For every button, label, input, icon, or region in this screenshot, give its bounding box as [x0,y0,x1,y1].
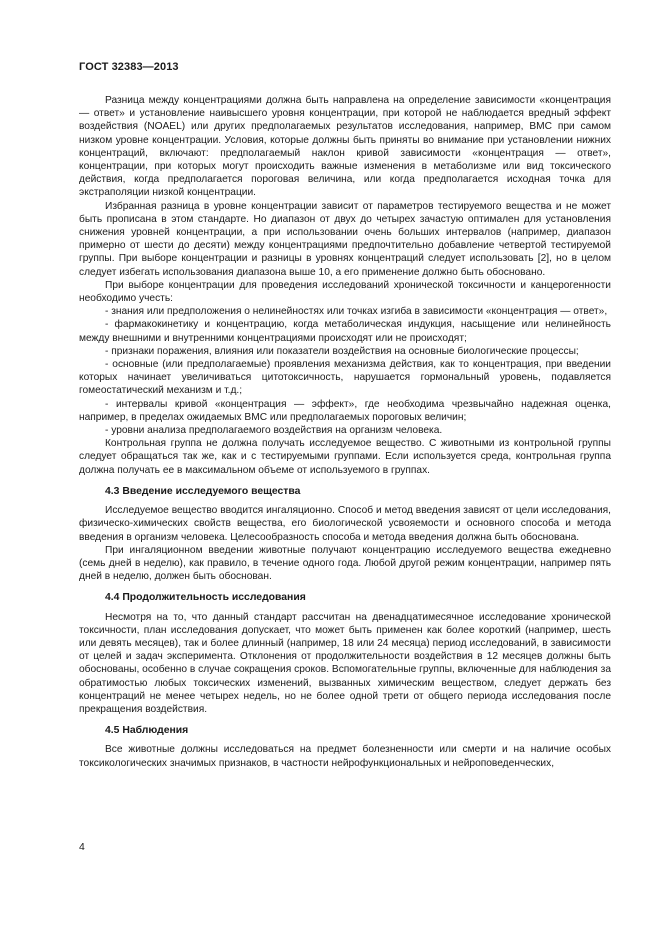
list-item: - знания или предположения о нелинейностях или точках изгиба в зависимости «концентрация — ответ», [105,306,608,318]
document-body [79,94,611,770]
list-item: - фармакокинетику и концентрацию, когда метаболическая индукция, насыщение или нелинейность между внешними и внутренними концентрациями происходят или не происходят; [79,319,611,344]
paragraph-inhalation: При ингаляционном введении животные получают концентрацию исследуемого вещества ежедневно (семь дней в неделю), как правило, в течение одного года. Любой другой режим концентрации, например пять дней в неделю, должен быть обоснован. [79,544,611,583]
paragraph-concentration-difference: Разница между концентрациями должна быть направлена на определение зависимости «концентрация — ответ» и установление наивысшего уровня концентрации, при которой не наблюдается вредный эффект воздействия (NOAEL) или других предполагаемых результатов исследования, например, ВМС при самом низком уровне концентрации. Условия, которые должны быть приняты во внимание при установлении нижних концентраций, включают: предполагаемый наклон кривой зависимости «концентрация — ответ», концентрации, при которых могут происходить важные изменения в метаболизме или вид токсического действия, когда предполагается пороговая величина, или когда предполагается исходная точка для экстраполяции низкой концентрации. [79,95,611,199]
standard-header: ГОСТ 32383—2013 [79,61,179,73]
paragraph-administration: Исследуемое вещество вводится ингаляционно. Способ и метод введения зависят от цели исследования, физическо-химических свойств вещества, его биологической усвояемости и основного способа и метода введения в организм человека. Целесообразность способа и метода введения должна быть обоснована. [79,505,611,543]
list-item: - интервалы кривой «концентрация — эффект», где необходима чрезвычайно надежная оценка, например, в пределах ожидаемых ВМС или предполагаемых пороговых величин; [79,398,611,423]
paragraph-selected-difference: Избранная разница в уровне концентрации зависит от параметров тестируемого вещества и не может быть прописана в этом стандарте. Но диапазон от двух до четырех зачастую оптимален для установления снижения уровней концентрации, а при использовании очень больших интервалов (например, диапазон примерно от шести до десяти) между концентрациями предпочтительно добавление четвертой тестируемой группы. При выборе концентрации и разницы в уровнях концентраций следует использовать [2], но в целом следует избегать использования диапазона выше 10, а его применение должно быть обосновано. [79,200,611,278]
section-heading-4-5: 4.5 Наблюдения [105,725,189,737]
section-heading-4-3: 4.3 Введение исследуемого вещества [105,485,301,497]
list-item: - основные (или предполагаемые) проявления механизма действия, как то концентрация, при введении которых начинает увеличиваться цитотоксичность, нарушается гормональный уровень, подавляется гомеостатический механизм и т.д.; [79,359,611,397]
list-item: - признаки поражения, влияния или показатели воздействия на основные биологические процессы; [105,345,579,357]
page-number: 4 [79,842,85,853]
list-item: - уровни анализа предполагаемого воздействия на организм человека. [105,425,443,437]
section-heading-4-4: 4.4 Продолжительность исследования [105,592,306,604]
paragraph-duration: Несмотря на то, что данный стандарт рассчитан на двенадцатимесячное исследование хронической токсичности, план исследования допускает, что может быть применен как более короткий (например, шесть или девять месяцев), так и более длинный (например, 18 или 24 месяца) период исследований, в зависимости от целей и задач эксперимента. Отклонения от продолжительности воздействия в 12 месяцев должны быть обоснованы, особенно в случае сокращения сроков. Вспомогательные группы, включенные для наблюдения за обратимостью любых токсических изменений, вызванных химическим веществом, следует держать без концентраций не менее четырех недель, но не более одной трети от общего периода исследования после прекращения воздействия. [79,611,611,715]
paragraph-control-group: Контрольная группа не должна получать исследуемое вещество. С животными из контрольной группы следует обращаться так же, как и с тестируемыми группами. Если используется среда, контрольная группа должна получать ее в максимальном объеме от используемого в группах. [79,438,611,476]
paragraph-observations: Все животные должны исследоваться на предмет болезненности или смерти и на наличие особых токсикологических значимых признаков, в частности нейрофункциональных и нейроповеденческих, [79,744,611,769]
paragraph-selection-criteria: При выборе концентрации для проведения исследований хронической токсичности и канцерогенности необходимо учесть: [79,279,611,305]
